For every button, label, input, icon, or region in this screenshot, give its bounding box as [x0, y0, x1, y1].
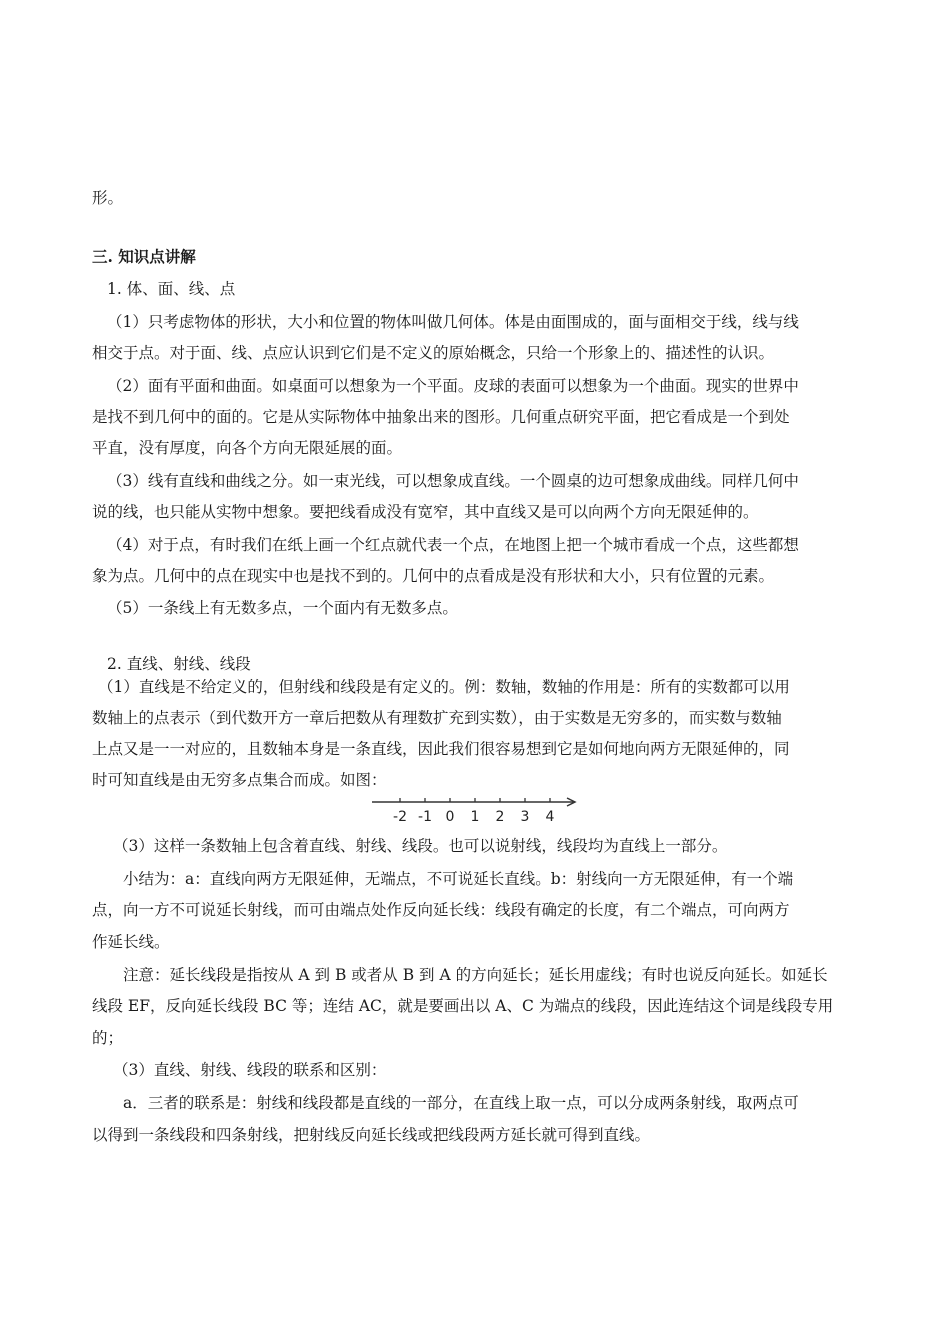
paragraph-line: 平直，没有厚度，向各个方向无限延展的面。	[92, 439, 403, 457]
tick-label: -1	[418, 809, 432, 825]
tick-label: 2	[495, 809, 505, 825]
paragraph-line: 数轴上的点表示（到代数开方一章后把数从有理数扩充到实数），由于实数是无穷多的，而实数与数轴	[92, 709, 782, 727]
subsection-heading: 1. 体、面、线、点	[107, 280, 236, 298]
paragraph-line: （3）这样一条数轴上包含着直线、射线、线段。也可以说射线，线段均为直线上一部分。	[113, 837, 728, 855]
paragraph-line: （1）直线是不给定义的，但射线和线段是有定义的。例：数轴，数轴的作用是：所有的实数都可以用	[98, 678, 790, 696]
tick-label: 4	[545, 809, 555, 825]
paragraph-line: （3）直线、射线、线段的联系和区别：	[113, 1061, 387, 1079]
paragraph-line: 时可知直线是由无穷多点集合而成。如图：	[92, 771, 387, 789]
paragraph-line: 作延长线。	[92, 933, 170, 951]
paragraph-line: 的；	[92, 1029, 124, 1047]
paragraph-line: （3）线有直线和曲线之分。如一束光线，可以想象成直线。一个圆桌的边可想象成曲线。同样几何中	[107, 472, 799, 490]
tick-label: -2	[393, 809, 407, 825]
paragraph-line: 注意：延长线段是指按从 A 到 B 或者从 B 到 A 的方向延长；延长用虚线；有时也说反向延长。如延长	[123, 966, 828, 984]
paragraph-line: 点，向一方不可说延长射线，而可由端点处作反向延长线：线段有确定的长度，有二个端点，可向两方	[92, 901, 790, 919]
section-heading: 三. 知识点讲解	[92, 247, 196, 266]
paragraph-line: 小结为：a：直线向两方无限延伸，无端点，不可说延长直线。b：射线向一方无限延伸，有一个端	[123, 870, 794, 888]
paragraph-line: 象为点。几何中的点在现实中也是找不到的。几何中的点看成是没有形状和大小，只有位置的元素。	[92, 567, 775, 585]
paragraph-line: 是找不到几何中的面的。它是从实际物体中抽象出来的图形。几何重点研究平面，把它看成是一个到处	[92, 408, 790, 426]
text-line: 形。	[92, 189, 124, 207]
subsection-heading: 2. 直线、射线、线段	[107, 655, 251, 673]
tick-label: 0	[445, 809, 455, 825]
paragraph-line: 以得到一条线段和四条射线，把射线反向延长线或把线段两方延长就可得到直线。	[92, 1126, 651, 1144]
paragraph-line: 上点又是一一对应的，且数轴本身是一条直线，因此我们很容易想到它是如何地向两方无限延伸的，同	[92, 740, 790, 758]
paragraph-line: 线段 EF，反向延长线段 BC 等；连结 AC，就是要画出以 A、C 为端点的线段，因此连结这个词是线段专用	[92, 997, 834, 1015]
paragraph-line: （2）面有平面和曲面。如桌面可以想象为一个平面。皮球的表面可以想象为一个曲面。现实的世界中	[107, 377, 799, 395]
paragraph-line: a．三者的联系是：射线和线段都是直线的一部分，在直线上取一点，可以分成两条射线，取两点可	[123, 1094, 799, 1112]
tick-label: 3	[520, 809, 530, 825]
paragraph-line: 相交于点。对于面、线、点应认识到它们是不定义的原始概念，只给一个形象上的、描述性的认识。	[92, 344, 775, 362]
tick-label: 1	[470, 809, 480, 825]
number-line-svg	[370, 795, 580, 827]
paragraph-line: （4）对于点，有时我们在纸上画一个红点就代表一个点，在地图上把一个城市看成一个点，这些都想	[107, 536, 799, 554]
paragraph-line: 说的线，也只能从实物中想象。要把线看成没有宽窄，其中直线又是可以向两个方向无限延伸的。	[92, 503, 759, 521]
number-line-figure	[370, 795, 580, 827]
paragraph-line: （5）一条线上有无数多点，一个面内有无数多点。	[107, 599, 458, 617]
paragraph-line: （1）只考虑物体的形状，大小和位置的物体叫做几何体。体是由面围成的，面与面相交于线，线与线	[107, 313, 799, 331]
